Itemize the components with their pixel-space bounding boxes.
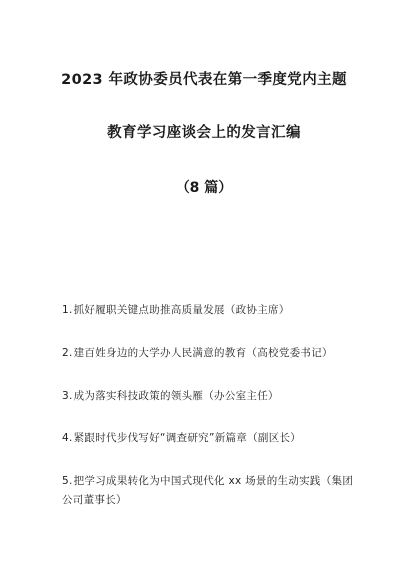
document-title-line-1: 2023 年政协委员代表在第一季度党内主题 <box>61 72 347 88</box>
toc-item-text: 建百姓身边的大学办人民满意的教育（高校党委书记） <box>73 347 333 359</box>
toc-item-number: 4. <box>62 432 73 444</box>
toc-item <box>62 301 362 320</box>
toc-item-number: 5. <box>62 475 73 487</box>
toc-item-number: 3. <box>62 390 73 402</box>
toc-item <box>62 429 362 448</box>
toc-item <box>62 472 362 510</box>
toc-item <box>62 344 362 363</box>
toc-item-number: 2. <box>62 347 73 359</box>
toc-item-text: 抓好履职关键点助推高质量发展（政协主席） <box>73 304 290 316</box>
toc-item-number: 1. <box>62 304 73 316</box>
article-count: （8 篇） <box>175 180 233 196</box>
toc-item-text: 紧跟时代步伐写好“调查研究”新篇章（副区长） <box>73 432 302 444</box>
toc-item-text: 成为落实科技政策的领头雁（办公室主任） <box>73 390 279 402</box>
toc-item <box>62 387 362 406</box>
document-title-line-2: 教育学习座谈会上的发言汇编 <box>107 125 301 141</box>
toc-item-text: 把学习成果转化为中国式现代化 xx 场景的生动实践（集团公司董事长） <box>62 475 354 506</box>
